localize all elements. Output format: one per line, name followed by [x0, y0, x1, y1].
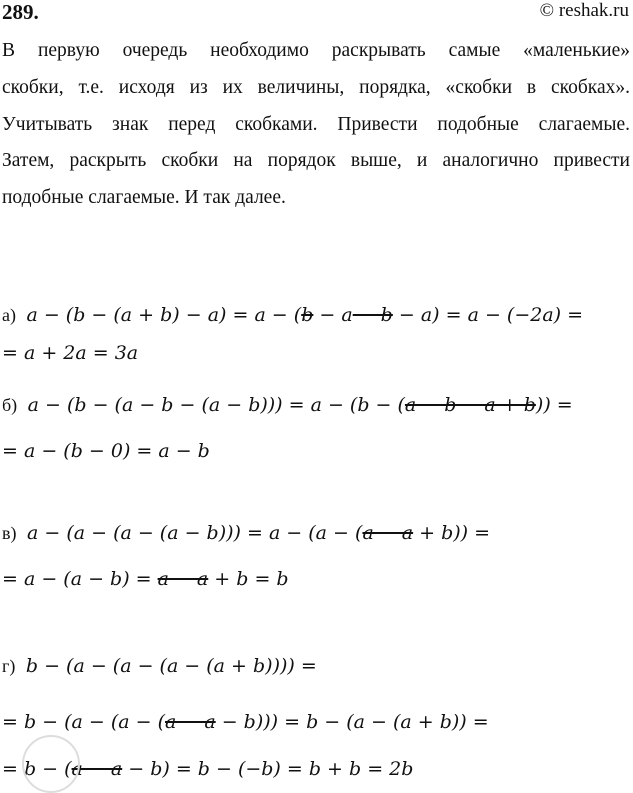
math-expression: = a − (a − b) =: [2, 568, 158, 590]
math-expression: = a + 2a = 3a: [2, 342, 139, 364]
math-expression: = b − (: [2, 758, 72, 780]
math-expression: a − (b − (a + b) − a) = a − (: [26, 304, 302, 326]
math-expression: )) =: [535, 394, 573, 416]
paragraph-line: скобки, т.е. исходя из их величины, порядка, «скобки в скобках».: [2, 77, 630, 98]
cancelled-term: a − a: [71, 758, 123, 780]
cancelled-term: − b: [352, 304, 393, 326]
math-expression: − a: [313, 304, 353, 326]
watermark-circle: [22, 735, 80, 793]
math-expression: = a − (b − 0) = a − b: [2, 440, 210, 462]
math-line: [2, 392, 573, 417]
paragraph-line: Затем, раскрыть скобки на порядок выше, и аналогично привести: [2, 150, 630, 171]
math-line: [2, 438, 210, 463]
math-line: [2, 302, 583, 327]
paragraph-line: Учитывать знак перед скобками. Привести подобные слагаемые.: [2, 114, 630, 135]
solution-label: а): [2, 305, 16, 325]
math-line: [2, 566, 289, 591]
math-line: [2, 340, 138, 365]
math-expression: + b)) =: [413, 522, 491, 544]
math-expression: b − (a − (a − (a − (a + b)))) =: [25, 655, 317, 677]
math-line: [2, 653, 317, 678]
cancelled-term: a − a: [157, 568, 209, 590]
math-expression: − b))) = b − (a − (a + b)) =: [215, 711, 489, 733]
paragraph-line: В первую очередь необходимо раскрывать самые «маленькие»: [2, 40, 630, 61]
paragraph-line: подобные слагаемые. И так далее.: [2, 187, 286, 208]
math-expression: a − (a − (a − (a − b))) = a − (a − (: [27, 522, 363, 544]
solution-label: г): [2, 656, 16, 676]
solution-label: б): [2, 395, 18, 415]
math-expression: − b) = b − (−b) = b + b = 2b: [122, 758, 414, 780]
copyright: © reshak.ru: [539, 0, 629, 21]
math-expression: a − (b − (a − b − (a − b))) = a − (b − (: [27, 394, 405, 416]
cancelled-term: b: [301, 304, 314, 326]
problem-number: 289.: [2, 0, 39, 24]
cancelled-term: a − b − a + b: [404, 394, 536, 416]
cancelled-term: a − a: [362, 522, 414, 544]
math-expression: − a) = a − (−2a) =: [392, 304, 584, 326]
solution-label: в): [2, 523, 17, 543]
math-line: [2, 709, 489, 734]
cancelled-term: a − a: [165, 711, 216, 733]
math-expression: + b = b: [208, 568, 289, 590]
math-line: [2, 520, 490, 545]
math-expression: = b − (a − (a − (: [2, 711, 166, 733]
